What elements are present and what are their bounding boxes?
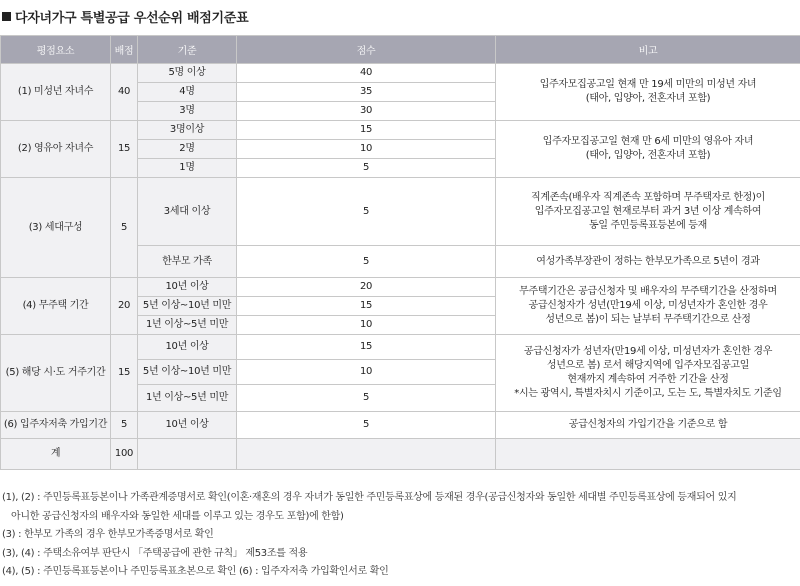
remarks-line: 공급신청자가 성년(만19세 이상, 미성년자가 혼인한 경우 <box>528 300 768 311</box>
element-cell: (1) 미성년 자녀수 <box>1 64 111 121</box>
remarks-cell <box>496 178 800 246</box>
remarks-line: 공급신청자가 성년자(만19세 이상, 미성년자가 혼인한 경우 <box>523 346 773 357</box>
score-cell: 10 <box>237 360 496 385</box>
criteria-cell: 1명 <box>138 159 237 178</box>
table-row <box>1 178 800 246</box>
element-cell: (4) 무주택 기간 <box>1 278 111 335</box>
remarks-line: 무주택기간은 공급신청자 및 배우자의 무주택기간을 산정하며 <box>519 286 777 297</box>
remarks-line: 동일 주민등록표등본에 등재 <box>588 219 708 231</box>
remarks-line: 성년으로 봄) 로서 해당지역에 입주자모집공고일 <box>546 360 750 371</box>
remarks-line: 입주자모집공고일 현재 만 6세 미만의 영유아 자녀 <box>542 136 754 147</box>
criteria-cell: 5년 이상~10년 미만 <box>138 297 237 316</box>
total-empty-cell <box>138 439 237 470</box>
score-cell: 15 <box>237 121 496 140</box>
total-label: 계 <box>1 439 111 470</box>
footnote-line: (3), (4) : 주택소유여부 판단시 「주택공급에 관한 규칙」 제53조를 적용 <box>2 547 308 559</box>
table-row <box>1 335 800 360</box>
total-weight: 100 <box>111 439 138 470</box>
total-empty-cell <box>237 439 496 470</box>
table-row <box>1 64 800 83</box>
score-cell: 5 <box>237 246 496 278</box>
page-title <box>2 6 248 26</box>
weight-cell: 15 <box>111 121 138 178</box>
remarks-cell: 여성가족부장관이 정하는 한부모가족으로 5년이 경과 <box>496 246 800 278</box>
score-cell: 5 <box>237 178 496 246</box>
criteria-cell: 3명이상 <box>138 121 237 140</box>
criteria-cell: 2명 <box>138 140 237 159</box>
footnote-line: (4), (5) : 주민등록표등본이나 주민등록표초본으로 확인 (6) : 입주자저축 가입확인서로 확인 <box>2 566 389 577</box>
criteria-cell: 1년 이상~5년 미만 <box>138 385 237 412</box>
element-cell: (6) 입주자저축 가입기간 <box>1 412 111 439</box>
criteria-cell: 한부모 가족 <box>138 246 237 278</box>
remarks-cell <box>496 64 800 121</box>
remarks-cell <box>496 335 800 412</box>
criteria-cell: 3세대 이상 <box>138 178 237 246</box>
table-header-row <box>1 36 800 64</box>
remarks-line: (태아, 입양아, 전혼자녀 포함) <box>585 93 711 104</box>
score-cell: 5 <box>237 385 496 412</box>
score-cell: 5 <box>237 159 496 178</box>
element-cell: (5) 해당 시·도 거주기간 <box>1 335 111 412</box>
remarks-cell <box>496 278 800 335</box>
weight-cell: 20 <box>111 278 138 335</box>
remarks-cell: 공급신청자의 가입기간을 기준으로 함 <box>496 412 800 439</box>
table-row <box>1 278 800 297</box>
header-score: 점수 <box>237 36 496 64</box>
criteria-cell: 10년 이상 <box>138 278 237 297</box>
score-cell: 5 <box>237 412 496 439</box>
weight-cell: 5 <box>111 412 138 439</box>
criteria-cell: 5명 이상 <box>138 64 237 83</box>
weight-cell: 5 <box>111 178 138 278</box>
score-cell: 40 <box>237 64 496 83</box>
total-empty-cell <box>496 439 800 470</box>
score-cell: 10 <box>237 316 496 335</box>
total-row <box>1 439 800 470</box>
score-cell: 15 <box>237 297 496 316</box>
criteria-cell: 10년 이상 <box>138 412 237 439</box>
scoring-table <box>0 35 800 470</box>
criteria-cell: 4명 <box>138 83 237 102</box>
table-row <box>1 121 800 140</box>
remarks-line: (태아, 입양아, 전혼자녀 포함) <box>585 150 711 161</box>
remarks-line: 성년으로 봄)이 되는 날부터 무주택기간으로 산정 <box>545 314 751 325</box>
score-cell: 10 <box>237 140 496 159</box>
weight-cell: 40 <box>111 64 138 121</box>
footnote-line: (3) : 한부모 가족의 경우 한부모가족증명서로 확인 <box>2 529 214 540</box>
page-title-text: 다자녀가구 특별공급 우선순위 배점기준표 <box>15 10 249 26</box>
element-cell: (3) 세대구성 <box>1 178 111 278</box>
header-element: 평점요소 <box>1 36 111 64</box>
square-bullet-icon <box>2 12 11 21</box>
remarks-line: 직계존속(배우자 직계존속 포함하며 무주택자로 한정)이 <box>531 191 765 203</box>
weight-cell: 15 <box>111 335 138 412</box>
remarks-cell <box>496 121 800 178</box>
header-remarks: 비고 <box>496 36 800 64</box>
criteria-cell: 5년 이상~10년 미만 <box>138 360 237 385</box>
remarks-line: 현재까지 계속하여 거주한 기간을 산정 <box>567 374 729 385</box>
score-cell: 20 <box>237 278 496 297</box>
footnote-line: (1), (2) : 주민등록표등본이나 가족관계증명서로 확인(이혼·재혼의 경우 자녀가 동일한 주민등록표상에 등재된 경우(공급신청자와 동일한 세대별 주민등록표상에 등재되어 있지 <box>2 492 737 503</box>
criteria-cell: 1년 이상~5년 미만 <box>138 316 237 335</box>
header-criteria: 기준 <box>138 36 237 64</box>
criteria-cell: 10년 이상 <box>138 335 237 360</box>
footnotes <box>2 489 798 582</box>
header-weight: 배점 <box>111 36 138 64</box>
score-cell: 35 <box>237 83 496 102</box>
element-cell: (2) 영유아 자녀수 <box>1 121 111 178</box>
score-cell: 15 <box>237 335 496 360</box>
remarks-line: *시는 광역시, 특별자치시 기준이고, 도는 도, 특별자치도 기준임 <box>514 388 782 399</box>
score-cell: 30 <box>237 102 496 121</box>
footnote-line: 아니한 공급신청자의 배우자와 동일한 세대를 이루고 있는 경우도 포함)에 한함) <box>11 510 344 522</box>
remarks-line: 입주자모집공고일 현재로부터 과거 3년 이상 계속하여 <box>534 205 762 217</box>
table-row <box>1 412 800 439</box>
remarks-line: 입주자모집공고일 현재 만 19세 미만의 미성년 자녀 <box>539 79 757 90</box>
criteria-cell: 3명 <box>138 102 237 121</box>
